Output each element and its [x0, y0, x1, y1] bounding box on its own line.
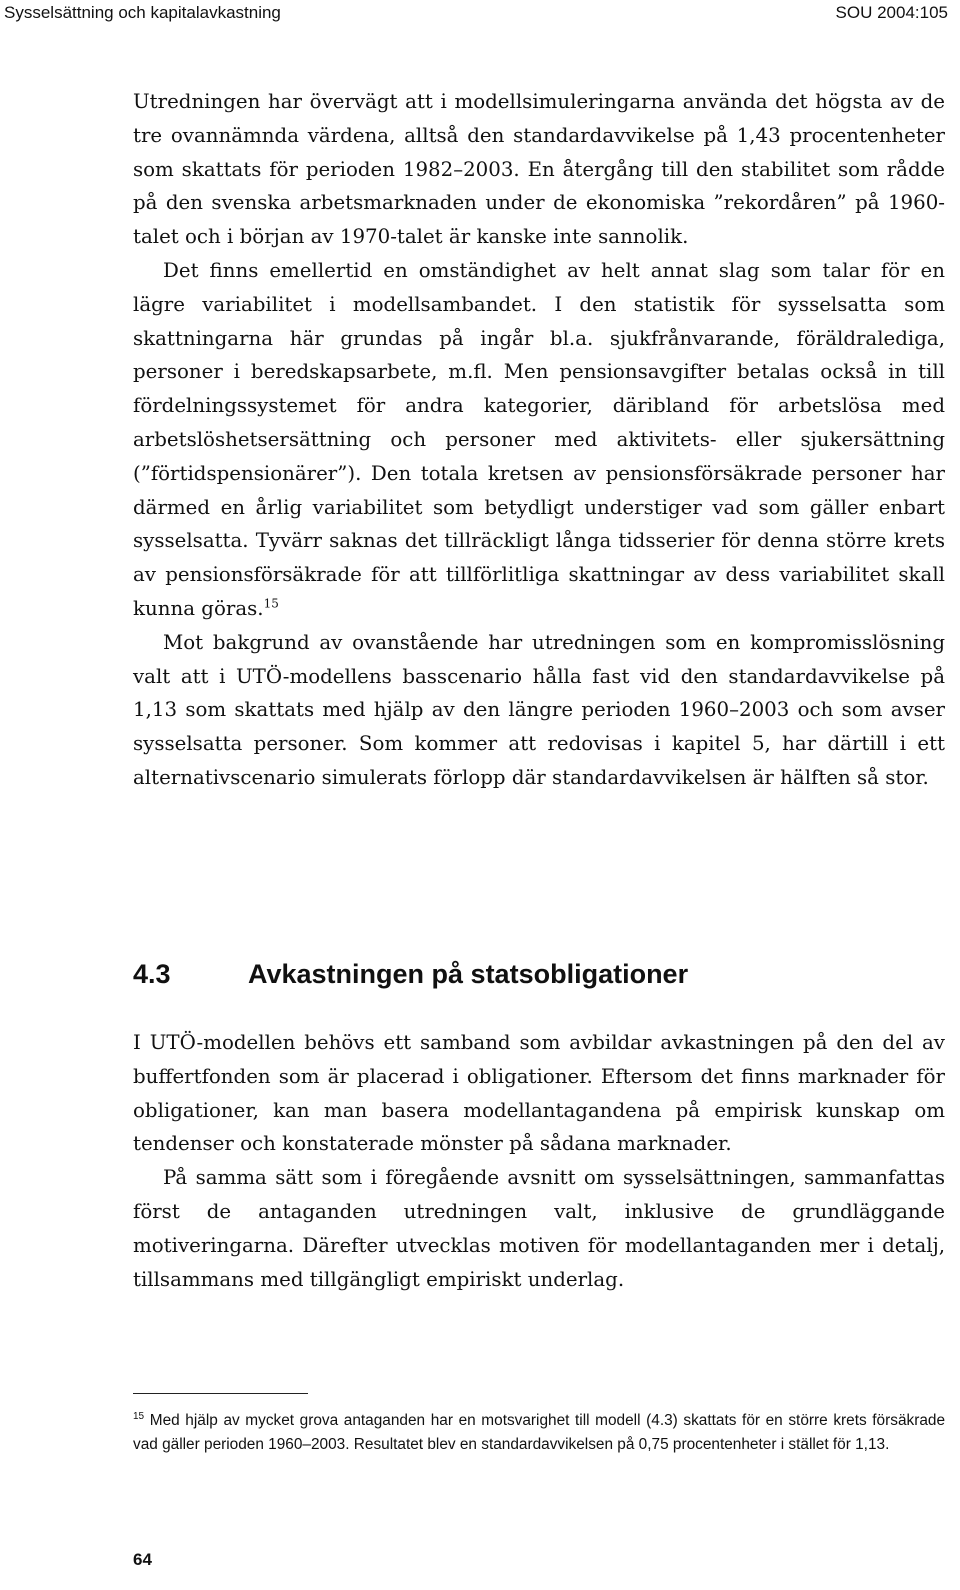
- section-heading: [133, 959, 945, 990]
- body-text: [133, 85, 945, 795]
- paragraph: [133, 254, 945, 626]
- paragraph: Mot bakgrund av ovanstående har utredningen som en kompromisslösning valt att i UTÖ-modellens basscenario hålla fast vid den standardavvikelse på 1,13 som skattats med hjälp av den längre perioden 1960–2003 och som avser sysselsatta personer. Som kommer att redovisas i kapitel 5, har därtill i ett alternativscenario simulerats förlopp där standardavvikelsen är hälften så stor.: [133, 630, 945, 789]
- paragraph: På samma sätt som i föregående avsnitt om sysselsättningen, sammanfattas först de antaganden utredningen valt, inklusive de grundläggande motiveringarna. Därefter utvecklas motiven för modellantaganden mer i detalj, tillsammans med tillgängligt empiriskt underlag.: [133, 1166, 945, 1291]
- footnote-reference: 15: [263, 596, 279, 611]
- footnote-text: Med hjälp av mycket grova antaganden har en motsvarighet till modell (4.3) skattats för en större krets försäkrade vad gäller perioden 1960–2003. Resultatet blev en standardavvikelsen på 0,75 procentenheter i stället för 1,13.: [133, 1412, 945, 1453]
- section-number: 4.3: [133, 959, 171, 989]
- paragraph-text: Det finns emellertid en omständighet av helt annat slag som talar för en lägre variabilitet i modellsambandet. I den statistik för sysselsatta som skattningarna här grundas på ingår bl.a. sjukfrånvarande, föräldralediga, personer i beredskapsarbete, m.fl. Men pensionsavgifter betalas också in till fördelningssystemet för andra kategorier, däribland för arbetslösa med arbetslöshetsersättning och personer med aktivitets- eller sjukersättning (”förtidspensionärer”). Den totala kretsen av pensionsförsäkrade personer har därmed en årlig variabilitet som betydligt understiger vad som gäller enbart sysselsatta. Tyvärr saknas det tillräckligt långa tidsserier för denna större krets av pensionsförsäkrade för att tillförlitliga skattningar av dess variabilitet skall kunna göras.: [133, 258, 945, 620]
- section-title: Avkastningen på statsobligationer: [248, 959, 689, 989]
- footnote-divider: [133, 1393, 308, 1394]
- footnote-number: 15: [133, 1410, 145, 1422]
- header-reference: SOU 2004:105: [835, 3, 948, 22]
- header-title: Sysselsättning och kapitalavkastning: [4, 3, 281, 22]
- running-header: [0, 0, 960, 30]
- section-body-text: [133, 1026, 945, 1296]
- footnote: [133, 1409, 945, 1457]
- paragraph: Utredningen har övervägt att i modellsimuleringarna använda det högsta av de tre ovannämnda värdena, alltså den standardavvikelse på 1,43 procentenheter som skattats för perioden 1982–2003. En återgång till den stabilitet som rådde på den svenska arbetsmarknaden under de ekonomiska ”rekordåren” på 1960-talet och i början av 1970-talet är kanske inte sannolik.: [133, 90, 945, 249]
- page-number: 64: [133, 1550, 152, 1569]
- paragraph: I UTÖ-modellen behövs ett samband som avbildar avkastningen på den del av buffertfonden som är placerad i obligationer. Eftersom det finns marknader för obligationer, kan man basera modellantagandena på empirisk kunskap om tendenser och konstaterade mönster på sådana marknader.: [133, 1031, 945, 1156]
